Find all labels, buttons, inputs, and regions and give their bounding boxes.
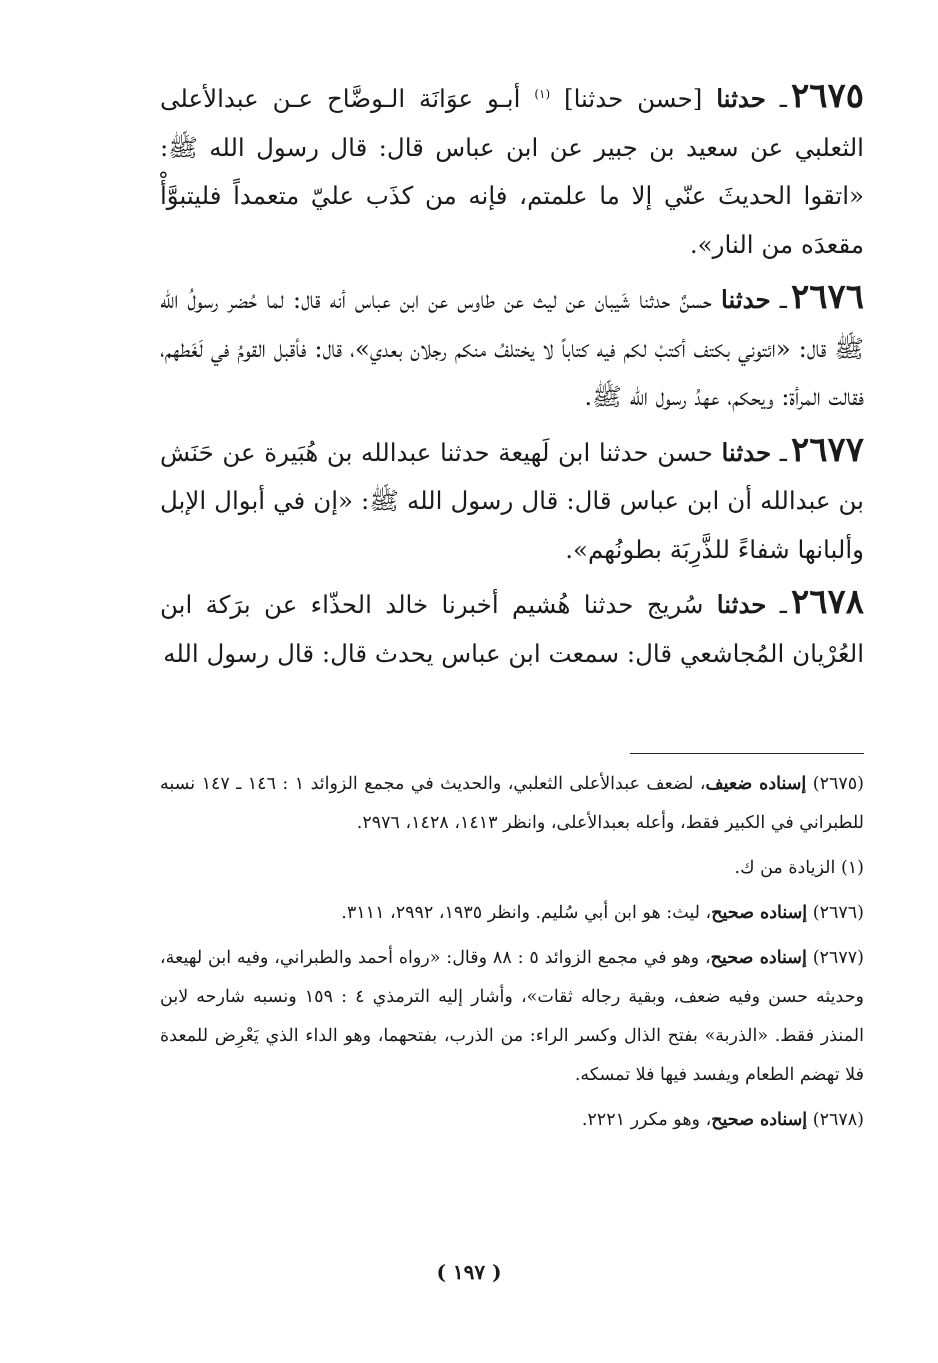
hadith-text: أبـو عوَانَة الـوضَّاح عـن عبدالأعلى الثعلبي عن سعيد بن جبير عن ابن عباس قال: قال رسول الله ﷺ: «اتقوا الحديثَ عنّي إلا ما علمتم، فإنه من كذَب عليّ متعمداً فليتبوَّأْ مقعدَه من النار». — [160, 84, 864, 259]
hadith-dash: ـ — [765, 84, 787, 114]
footnote-text: الزيادة من ك. — [734, 858, 836, 878]
footnote-2675 — [160, 765, 864, 843]
footnote-grade: إسناده صحيح — [711, 1110, 808, 1130]
footnote-2677 — [160, 939, 864, 1095]
hadith-keyword: حدثنا — [721, 285, 771, 315]
footnote-text: ، لضعف عبدالأعلى الثعلبي، والحديث في مجمع الزوائد ١ : ١٤٦ ـ ١٤٧ نسبه للطبراني في الكبير فقط، وأعله بعبدالأعلى، وانظر ١٤١٣، ١٤٢٨، ٢٩٧٦. — [160, 774, 864, 833]
footnote-grade: إسناده ضعيف — [705, 774, 807, 794]
footnote-grade: إسناده صحيح — [711, 903, 808, 923]
hadith-number: ٢٦٧٨ — [790, 582, 864, 623]
footnote-number: (٢٦٧٥) — [812, 774, 864, 794]
hadith-dash: ـ — [771, 437, 787, 467]
hadith-keyword: حدثنا — [716, 590, 767, 620]
footnote-2678 — [160, 1101, 864, 1140]
footnote-grade: إسناده صحيح — [710, 948, 807, 968]
footnote-number: (٢٦٧٦) — [812, 903, 864, 923]
footnote-2676 — [160, 894, 864, 933]
hadith-2678 — [160, 578, 864, 678]
hadith-2676 — [160, 273, 864, 422]
footnote-separator — [630, 753, 864, 754]
hadith-text: سُريج حدثنا هُشيم أخبرنا خالد الحذّاء عن برَكة ابن العُرْيان المُجاشعي قال: سمعت ابن عباس يحدث قال: قال رسول الله — [160, 590, 864, 668]
footnote-1 — [160, 849, 864, 888]
page-number: ( ١٩٧ ) — [436, 1260, 502, 1284]
hadith-2675 — [160, 70, 864, 269]
hadith-number: ٢٦٧٦ — [790, 277, 864, 318]
footnotes — [160, 765, 864, 1146]
hadith-2677 — [160, 426, 864, 575]
footnote-number: (١) — [840, 858, 864, 878]
footnote-ref: (١) — [534, 87, 551, 101]
footnote-text: ، ليث: هو ابن أبي سُليم. وانظر ١٩٣٥، ٢٩٩٢، ٣١١١. — [341, 903, 712, 923]
footnote-number: (٢٦٧٨) — [812, 1110, 864, 1130]
footnote-text: ، وهو مكرر ٢٢٢١. — [581, 1110, 712, 1130]
hadith-number: ٢٦٧٧ — [790, 429, 864, 470]
footnote-text: ، وهو في مجمع الزوائد ٥ : ٨٨ وقال: «رواه أحمد والطبراني، وفيه ابن لهيعة، وحديثه حسن وفيه ضعف، وبقية رجاله ثقات»، وأشار إليه الترمذي ٤ : ١٥٩ ونسبه شارحه لابن المنذر فقط. «الذربة» بفتح الذال وكسر الراء: من الذرب، بفتحهما، وهو الداء الذي يَعْرِض للمعدة فلا تهضم الطعام ويفسد فيها فلا تمسكه. — [160, 948, 864, 1085]
hadith-dash: ـ — [766, 590, 787, 620]
hadith-keyword: حدثنا — [721, 437, 772, 467]
hadith-keyword: حدثنا — [716, 84, 766, 114]
hadith-dash: ـ — [770, 285, 787, 315]
hadith-text: حسنٌ حدثنا شَيبان عن ليث عن طاوس عن ابن عباس أنه قال: لما حُضر رسولُ الله ﷺ قال: «ائتوني بكتف أكتبْ لكم فيه كتاباً لا يختلفُ منكم رجلان بعدي»، قال: فأقبل القومُ في لَغَطهم، فقالت المرأة: ويحكم، عهدُ رسول الله ﷺ. — [160, 285, 864, 412]
footnote-number: (٢٦٧٧) — [812, 948, 864, 968]
hadith-text: حسن حدثنا ابن لَهيعة حدثنا عبدالله بن هُبَيرة عن حَنَش بن عبدالله أن ابن عباس قال: قال رسول الله ﷺ: «إن في أبوال الإبل وألبانها شفاءً للذَّرِبَة بطونُهم». — [160, 437, 864, 564]
hadith-number: ٢٦٧٥ — [790, 76, 865, 117]
hadith-bracket-addition: [حسن حدثنا] — [550, 84, 717, 114]
main-text — [160, 70, 864, 682]
